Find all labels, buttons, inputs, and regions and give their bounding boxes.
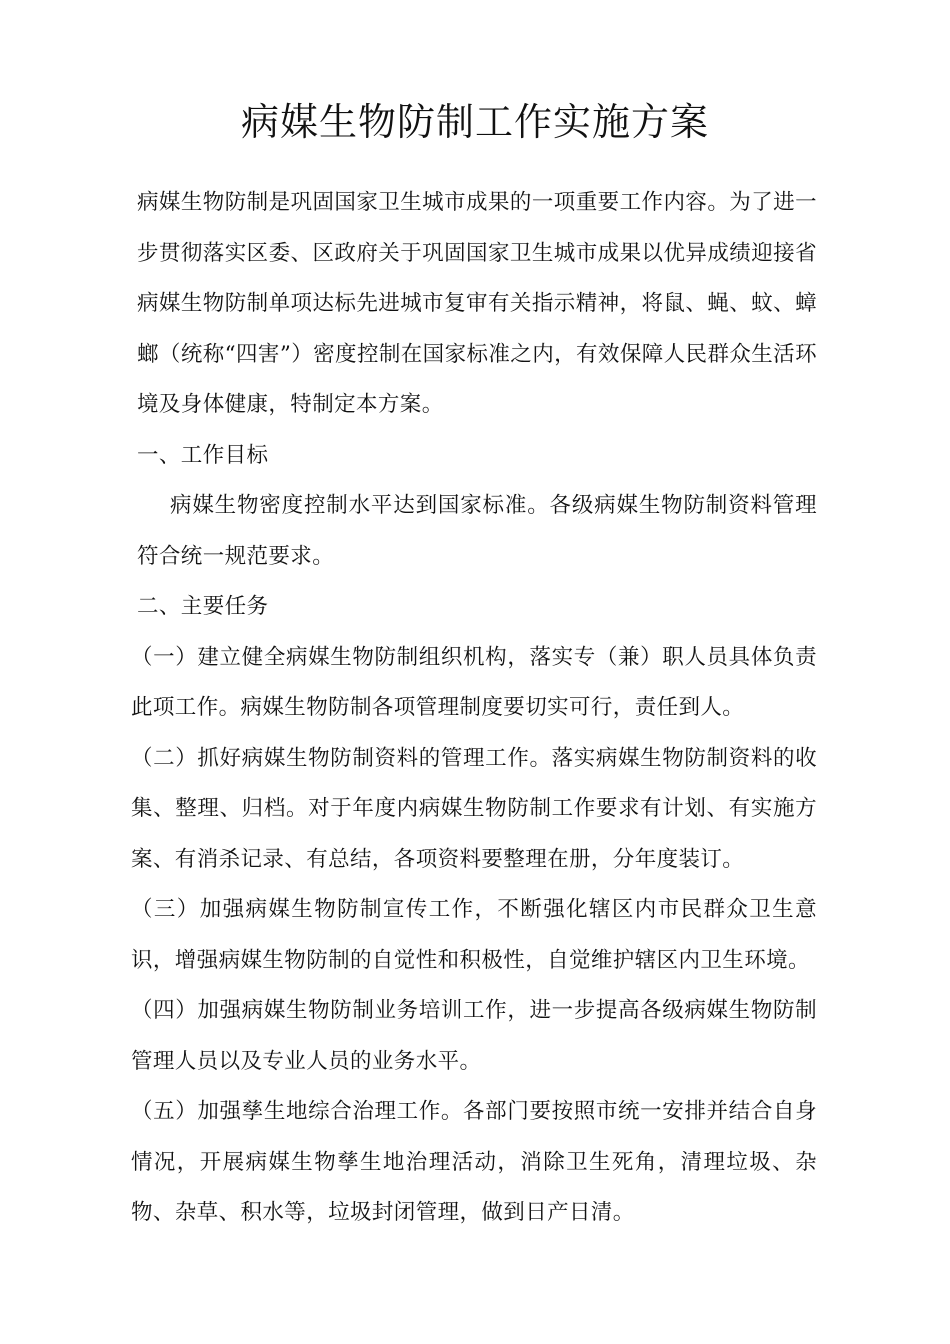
goals-paragraph: 病媒生物密度控制水平达到国家标准。各级病媒生物防制资料管理符合统一规范要求。 — [137, 493, 817, 569]
task-item-4: （四）加强病媒生物防制业务培训工作，进一步提高各级病媒生物防制管理人员以及专业人员的业务水平。 — [131, 998, 817, 1074]
document-body — [131, 178, 817, 1239]
task-item-5: （五）加强孳生地综合治理工作。各部门要按照市统一安排并结合自身情况，开展病媒生物孳生地治理活动，消除卫生死角，清理垃圾、杂物、杂草、积水等，垃圾封闭管理，做到日产日清。 — [131, 1099, 817, 1225]
task-item-1: （一）建立健全病媒生物防制组织机构，落实专（兼）职人员具体负责此项工作。病媒生物防制各项管理制度要切实可行，责任到人。 — [131, 644, 817, 720]
task-item-3: （三）加强病媒生物防制宣传工作，不断强化辖区内市民群众卫生意识，增强病媒生物防制的自觉性和积极性，自觉维护辖区内卫生环境。 — [131, 897, 817, 973]
task-item-2: （二）抓好病媒生物防制资料的管理工作。落实病媒生物防制资料的收集、整理、归档。对于年度内病媒生物防制工作要求有计划、有实施方案、有消杀记录、有总结，各项资料要整理在册，分年度装订。 — [131, 745, 817, 872]
section-heading-goals: 一、工作目标 — [137, 442, 269, 468]
document-title: 病媒生物防制工作实施方案 — [240, 100, 709, 144]
section-heading-tasks: 二、主要任务 — [137, 594, 269, 619]
intro-paragraph: 病媒生物防制是巩固国家卫生城市成果的一项重要工作内容。为了进一步贯彻落实区委、区政府关于巩固国家卫生城市成果以优异成绩迎接省病媒生物防制单项达标先进城市复审有关指示精神，将鼠、蝇、蚊、蟑螂（统称“四害”）密度控制在国家标准之内，有效保障人民群众生活环境及身体健康，特制定本方案。 — [137, 190, 817, 417]
